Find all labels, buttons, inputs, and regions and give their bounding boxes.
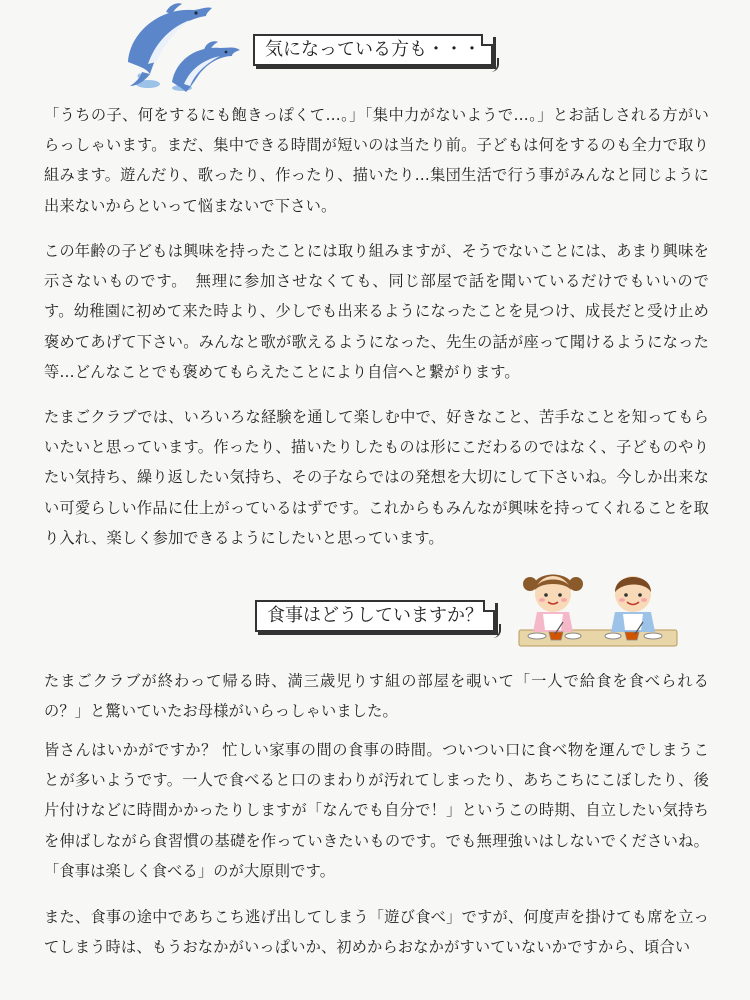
boy-icon	[611, 576, 655, 632]
paragraph: この年齢の子どもは興味を持ったことには取り組みますが、そうでないことには、あまり興味を示さないものです。 無理に参加させなくても、同じ部屋で話を聞いているだけでもいいのです。幼稚園に初めて来た時より、少しでも出来るようになったことを見つけ、成長だと受け止め褒めてあげて下さい。みんなと歌が歌えるようになった、先生の話が座って聞けるようになった等…どんなことでも褒めてもらえたことにより自信へと繋がります。	[44, 242, 709, 381]
paragraph: たまごクラブが終わって帰る時、満三歳児りす組の部屋を覗いて「一人で給食を食べられるの？」と驚いていたお母様がいらっしゃいました。	[44, 672, 709, 721]
section-heading-concern	[253, 34, 493, 66]
section-heading-meal-text: 食事はどうしていますか？	[267, 605, 483, 626]
girl-icon	[523, 575, 583, 633]
paragraph: たまごクラブでは、いろいろな経験を通して楽しむ中で、好きなこと、苦手なことを知ってもらいたいと思っています。作ったり、描いたりしたものは形にこだわるのではなく、子どものやりたい気持ち、繰り返したい気持ち、その子ならではの発想を大切にして下さいね。今しか出来ない可愛らしい作品に仕上がっているはずです。これからもみんなが興味を持ってくれることを取り入れ、楽しく参加できるようにしたいと思っています。	[44, 408, 709, 547]
dolphin-small-icon	[172, 41, 240, 92]
paragraph: 「うちの子、何をするにも飽きっぽくて…。」「集中力がないようで…。」とお話しされる方がいらっしゃいます。まだ、集中できる時間が短いのは当たり前。子どもは何をするのも全力で取り組みます。遊んだり、歌ったり、作ったり、描いたり…集団生活で行う事がみんなと同じように出来ないからといって悩まないで下さい。	[44, 106, 709, 215]
section-heading-meal	[255, 600, 495, 632]
paragraph: また、食事の途中であちこち逃げ出してしまう「遊び食べ」ですが、何度声を掛けても席を立ってしまう時は、もうおなかがいっぱいか、初めからおなかがすいていないかですから、頃合い	[44, 908, 709, 957]
section-heading-concern-text: 気になっている方も・・・	[265, 39, 481, 60]
children-eating-illustration	[515, 560, 680, 655]
heading-curl-decoration	[489, 624, 501, 638]
paragraph: 皆さんはいかがですか？ 忙しい家事の間の食事の時間。ついつい口に食べ物を運んでしまうことが多いようです。一人で食べると口のまわりが汚れてしまったり、あちこちにこぼしたり、後片付けなどに時間かかったりしますが「なんでも自分で！」というこの時期、自立したい気持ちを伸ばしながら食習慣の基礎を作っていきたいものです。でも無理強いはしないでくださいね。「食事は楽しく食べる」のが大原則です。	[44, 741, 709, 880]
heading-curl-decoration	[487, 58, 499, 72]
dolphin-illustration	[120, 2, 250, 94]
